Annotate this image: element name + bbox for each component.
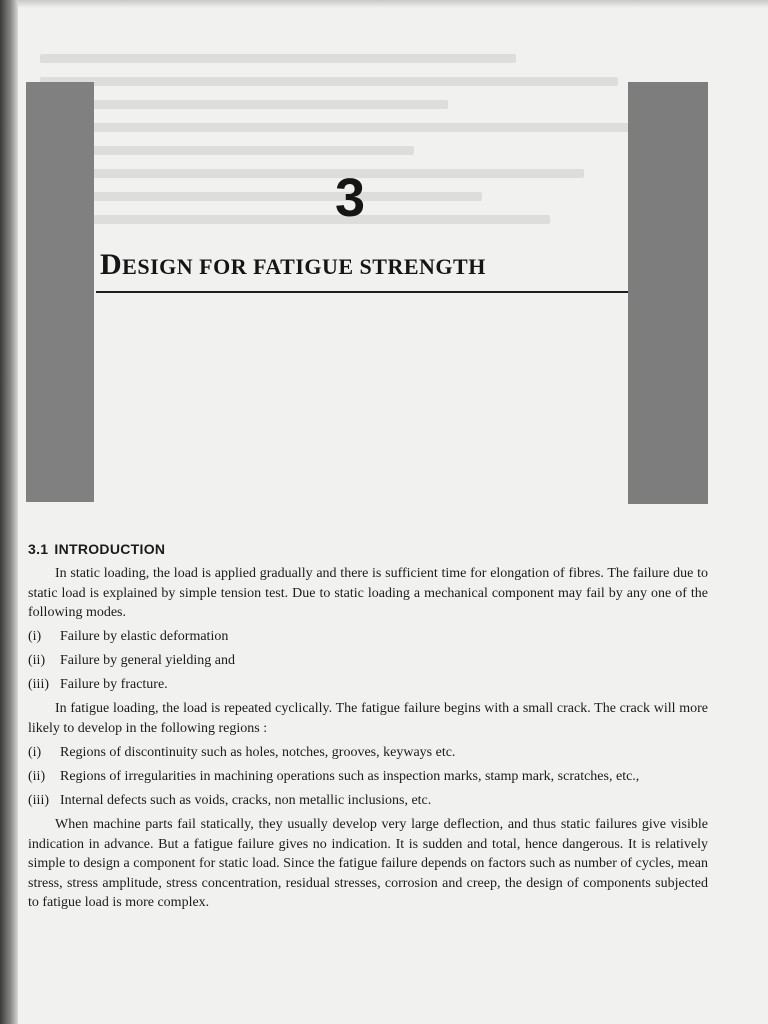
list-marker: (i) (28, 628, 42, 644)
list-marker: (iii) (28, 792, 49, 808)
chapter-title-rest: ESIGN FOR FATIGUE STRENGTH (122, 254, 486, 279)
list-item-text: Regions of discontinuity such as holes, notches, grooves, keyways etc. (60, 744, 456, 760)
list-item-text: Failure by fracture. (60, 677, 168, 693)
list-item-text: Failure by general yielding and (60, 652, 235, 668)
static-failure-modes-list (28, 625, 708, 698)
list-item-text: Regions of irregularities in machining operations such as inspection marks, stamp mark, scratches, etc., (60, 768, 640, 784)
section-heading-text: INTRODUCTION (54, 541, 166, 557)
list-item (28, 741, 708, 765)
chapter-title (100, 250, 628, 282)
section-introduction (28, 538, 708, 913)
chapter-title-initial: D (100, 248, 123, 281)
list-item (28, 789, 708, 813)
crack-regions-list (28, 741, 708, 813)
list-item (28, 649, 708, 673)
list-marker: (iii) (28, 677, 49, 693)
scan-top-shadow (0, 0, 768, 8)
chapter-number: 3 (334, 168, 366, 228)
scan-binding-edge (0, 0, 18, 1024)
paragraph-fatigue-loading: In fatigue loading, the load is repeated cyclically. The fatigue failure begins with a small crack. The crack will more likely to develop in the following regions : (28, 701, 708, 736)
list-item-text: Failure by elastic deformation (60, 628, 229, 644)
chapter-title-rule (96, 291, 628, 293)
paragraph-static-loading: In static loading, the load is applied gradually and there is sufficient time for elongation of fibres. The failure due to static load is explained by simple tension test. Due to static loading a mechanical component may fail by any one of the following modes. (28, 566, 708, 621)
list-marker: (i) (28, 744, 42, 760)
list-item (28, 673, 708, 697)
list-item (28, 765, 708, 789)
list-item-text: Internal defects such as voids, cracks, non metallic inclusions, etc. (60, 792, 432, 808)
chapter-decor-bar-left (26, 82, 94, 502)
list-item (28, 625, 708, 649)
paragraph-static-vs-fatigue: When machine parts fail statically, they usually develop very large deflection, and thus static failures give visible indication in advance. But a fatigue failure gives no indication. It is sudden and total, hence dangerous. It is relatively simple to design a component for static load. Since the fatigue failure depends on factors such as number of cycles, mean stress, stress amplitude, stress concentration, residual stresses, corrosion and creep, the design of components subjected to fatigue load is more complex. (28, 816, 708, 911)
chapter-decor-bar-right (628, 82, 708, 504)
section-number: 3.1 (28, 541, 49, 557)
list-marker: (ii) (28, 768, 46, 784)
section-heading (28, 538, 708, 560)
list-marker: (ii) (28, 652, 46, 668)
